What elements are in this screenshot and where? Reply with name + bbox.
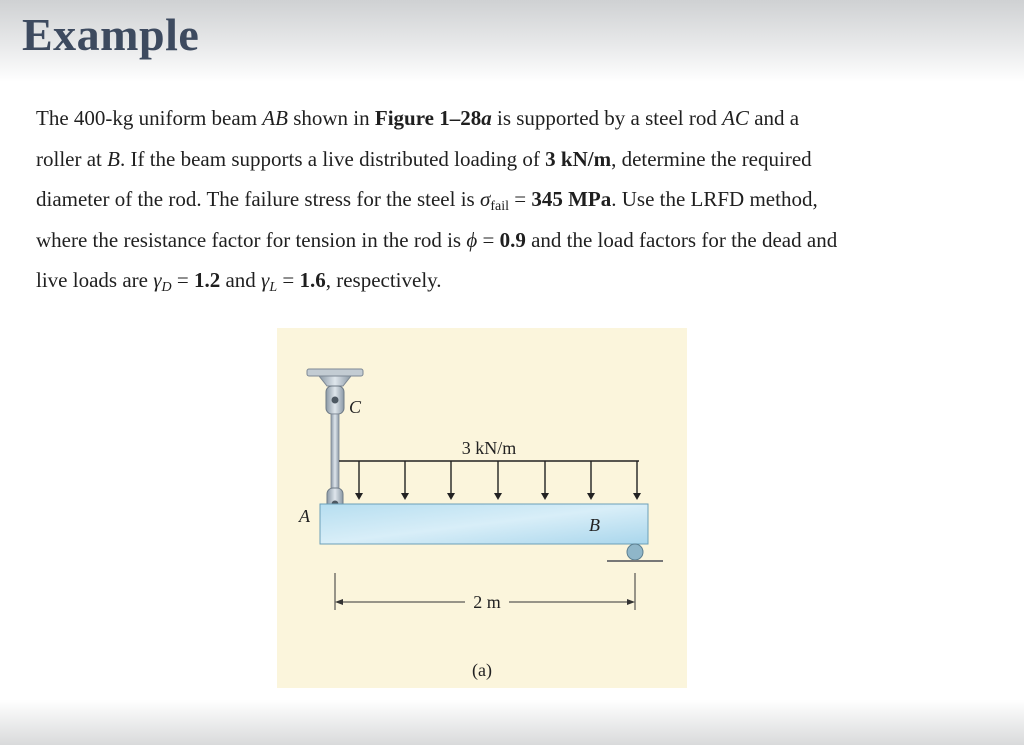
problem-line-4: where the resistance factor for tension in the rod is ϕ = 0.9 and the load factors for the dead and xyxy=(36,227,838,252)
footer-band xyxy=(0,700,1024,745)
problem-line-3: diameter of the rod. The failure stress for the steel is $\sigma_{fail} = 345$ MPa. Use the LRFD method, xyxy=(36,187,818,214)
resistance-factor-value: 0.9 xyxy=(499,227,526,252)
failure-stress-value: 345 MPa xyxy=(531,187,612,211)
figure-caption: (a) xyxy=(472,660,492,680)
steel-rod xyxy=(331,414,339,490)
problem-line-1: The 400-kg uniform beam AB shown in Figure 1–28a is supported by a steel rod AC and a xyxy=(36,106,800,130)
dimension-label: 2 m xyxy=(473,592,501,612)
distributed-load xyxy=(339,461,641,500)
figure-reference: Figure 1–28 xyxy=(374,106,482,130)
label-a: A xyxy=(299,506,310,526)
load-value: 3 kN/m xyxy=(545,146,612,171)
load-label: 3 kN/m xyxy=(461,438,517,458)
beam-diagram xyxy=(277,328,687,688)
problem-line-5: live loads are $\gamma_D = 1.2$ and $\gamma_L = 1.6$, respectively. xyxy=(36,268,442,295)
slide-title: Example xyxy=(22,9,200,60)
dead-load-factor-value: 1.2 xyxy=(193,268,221,292)
problem-statement xyxy=(36,98,1000,301)
roller-support-b xyxy=(607,544,663,561)
live-load-factor-value: 1.6 xyxy=(299,268,326,292)
problem-line-2: roller at B. If the beam supports a live distributed loading of 3 kN/m, determine the required xyxy=(36,146,812,171)
label-b: B xyxy=(589,515,600,535)
beam-figure xyxy=(277,328,687,688)
label-c: C xyxy=(349,397,362,417)
